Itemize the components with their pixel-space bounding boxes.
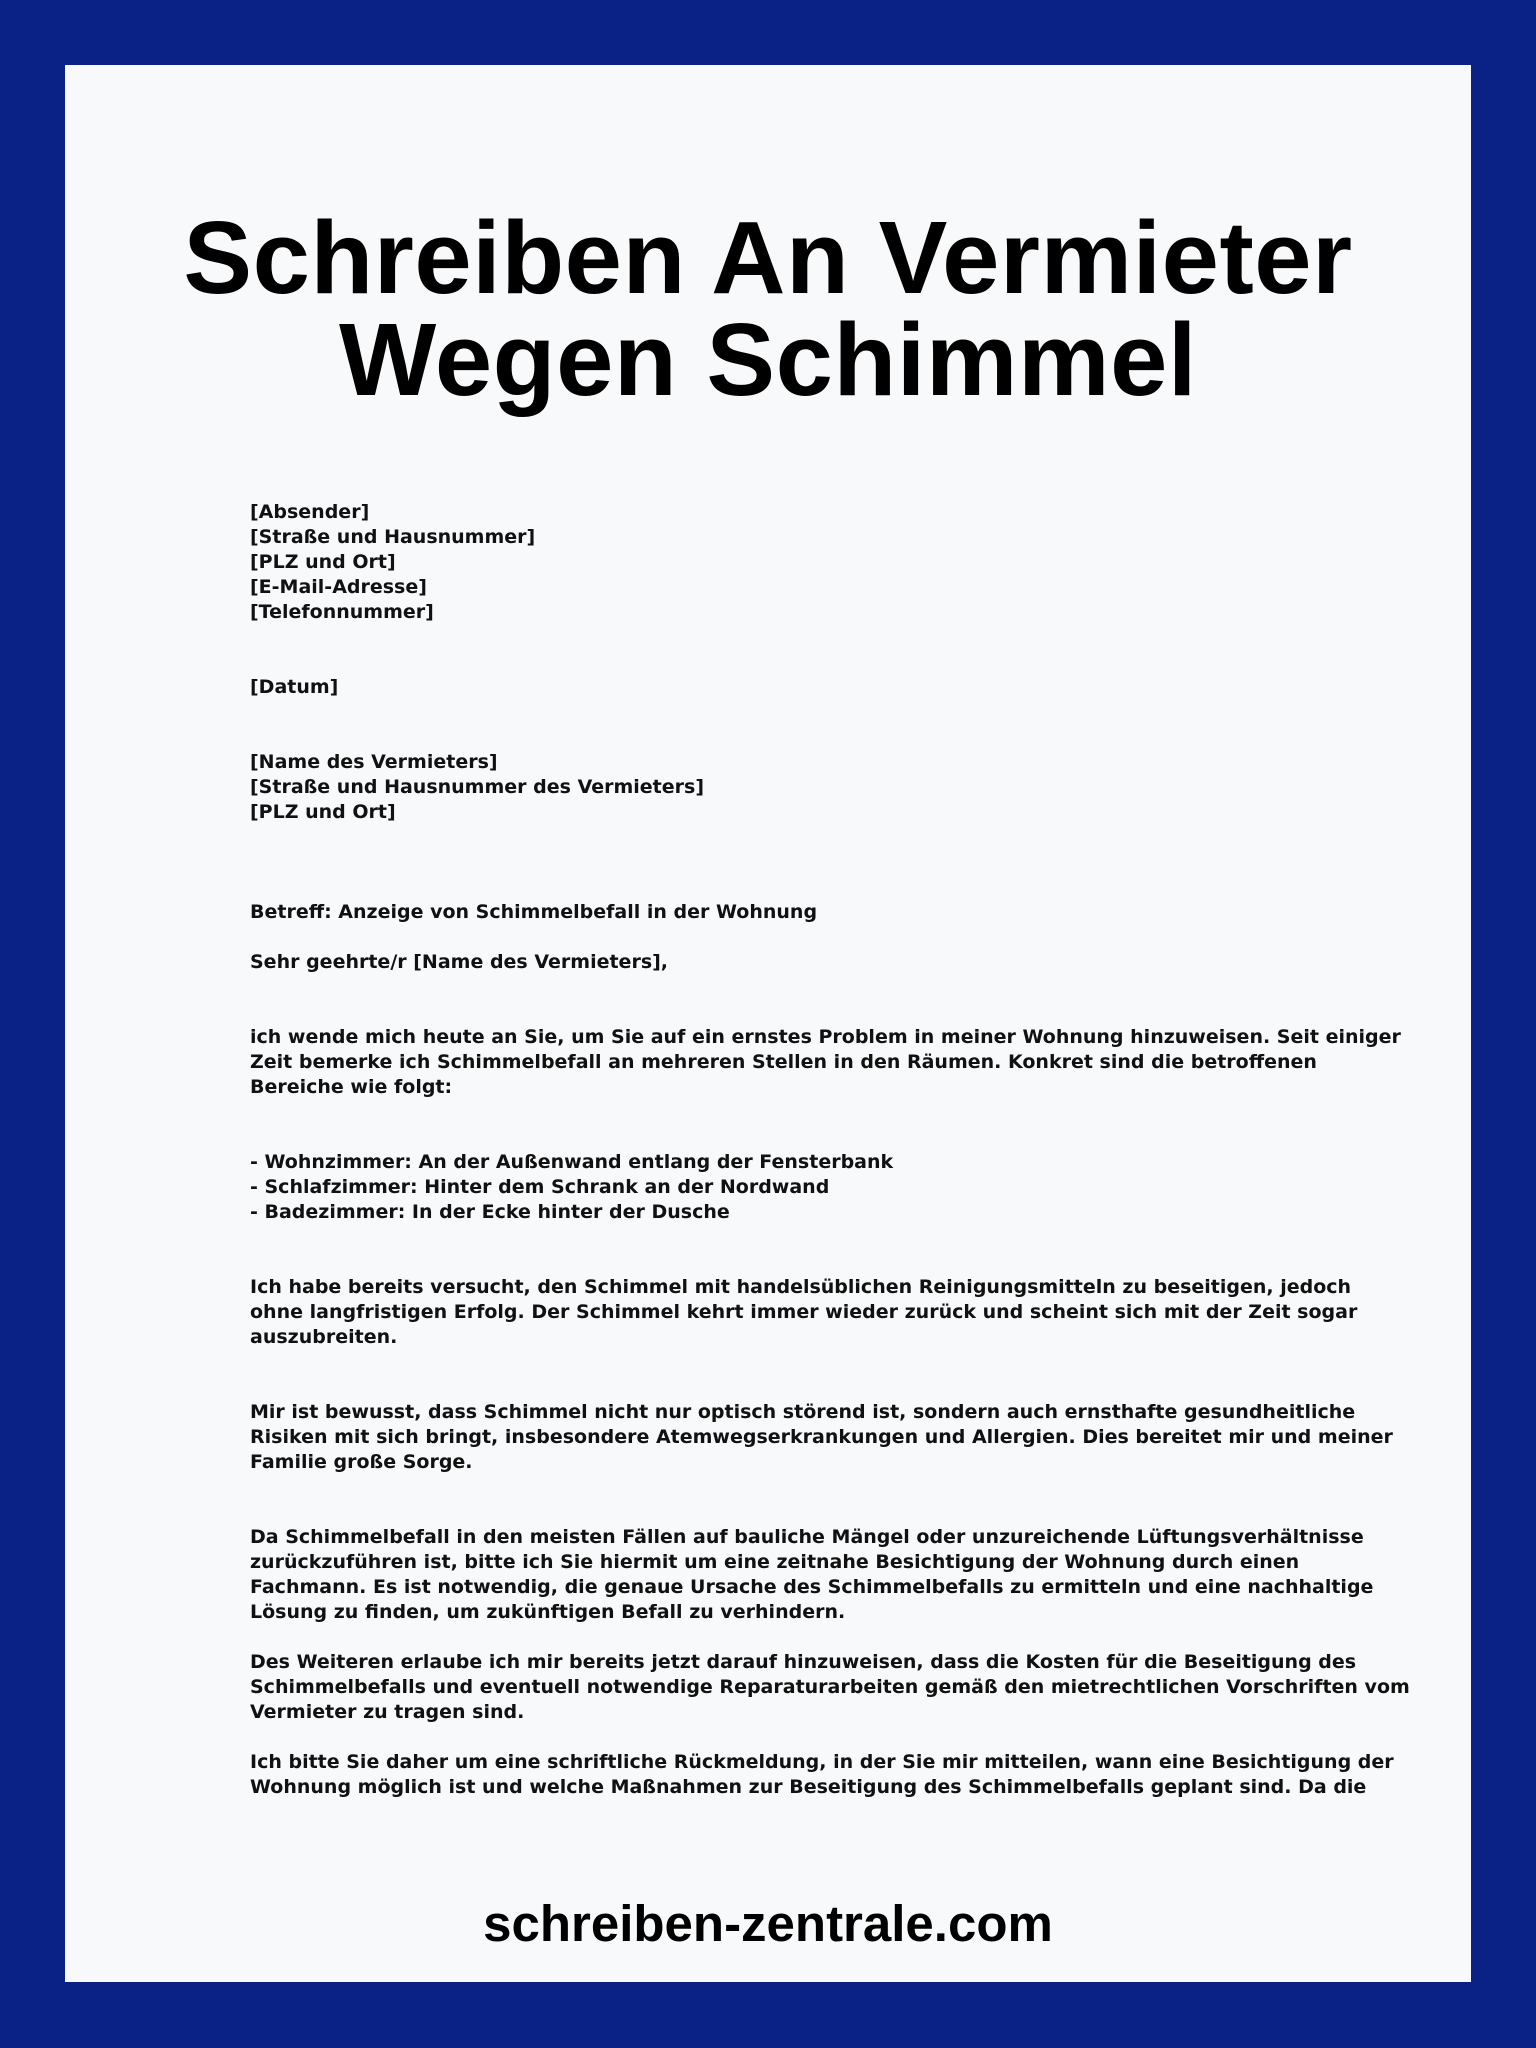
paragraph-line: Ich habe bereits versucht, den Schimmel mit handelsüblichen Reinigungsmitteln zu beseitigen, jedoch — [250, 1276, 1352, 1298]
list-item: - Schlafzimmer: Hinter dem Schrank an der Nordwand — [250, 1176, 830, 1198]
salutation-text: Sehr geehrte/r [Name des Vermieters], — [250, 951, 669, 973]
attempts-paragraph — [250, 1275, 1358, 1350]
paragraph-line: auszubreiten. — [250, 1326, 398, 1348]
recipient-city: [PLZ und Ort] — [250, 801, 396, 823]
paragraph-line: Des Weiteren erlaube ich mir bereits jetzt darauf hinzuweisen, dass die Kosten für die Beseitigung des — [250, 1651, 1357, 1673]
recipient-name: [Name des Vermieters] — [250, 751, 498, 773]
sender-phone: [Telefonnummer] — [250, 601, 434, 623]
health-paragraph — [250, 1400, 1393, 1475]
paragraph-line: zurückzuführen ist, bitte ich Sie hiermit um eine zeitnahe Besichtigung der Wohnung durch einen — [250, 1551, 1300, 1573]
sender-street: [Straße und Hausnummer] — [250, 526, 536, 548]
list-item: - Wohnzimmer: An der Außenwand entlang der Fensterbank — [250, 1151, 894, 1173]
paragraph-line: Zeit bemerke ich Schimmelbefall an mehreren Stellen in den Räumen. Konkret sind die betroffenen — [250, 1051, 1317, 1073]
affected-areas-list — [250, 1150, 1310, 1225]
subject-line — [250, 900, 1310, 925]
paragraph-line: Wohnung möglich ist und welche Maßnahmen zur Beseitigung des Schimmelbefalls geplant sind. Da die — [250, 1776, 1367, 1798]
sender-city: [PLZ und Ort] — [250, 551, 396, 573]
salutation-line — [250, 950, 1310, 975]
subject-text: Betreff: Anzeige von Schimmelbefall in der Wohnung — [250, 901, 818, 923]
paragraph-line: Fachmann. Es ist notwendig, die genaue Ursache des Schimmelbefalls zu ermitteln und eine nachhaltige — [250, 1576, 1374, 1598]
paragraph-line: Da Schimmelbefall in den meisten Fällen auf bauliche Mängel oder unzureichende Lüftungsverhältnisse — [250, 1526, 1364, 1548]
site-footer: schreiben-zentrale.com — [483, 1895, 1053, 1952]
paragraph-line: ich wende mich heute an Sie, um Sie auf ein ernstes Problem in meiner Wohnung hinzuweisen. Seit einiger — [250, 1026, 1401, 1048]
paragraph-line: Risiken mit sich bringt, insbesondere Atemwegserkrankungen und Allergien. Dies bereitet mir und meiner — [250, 1426, 1393, 1448]
paragraph-line: Familie große Sorge. — [250, 1451, 473, 1473]
paragraph-line: Lösung zu finden, um zukünftigen Befall zu verhindern. — [250, 1601, 846, 1623]
inspection-paragraph — [250, 1525, 1374, 1625]
list-item: - Badezimmer: In der Ecke hinter der Dusche — [250, 1201, 730, 1223]
intro-paragraph — [250, 1025, 1401, 1100]
response-paragraph — [250, 1750, 1394, 1800]
recipient-street: [Straße und Hausnummer des Vermieters] — [250, 776, 705, 798]
paragraph-line: Bereiche wie folgt: — [250, 1076, 453, 1098]
costs-paragraph — [250, 1650, 1410, 1725]
letter-date: [Datum] — [250, 676, 339, 698]
date-block — [250, 675, 1310, 700]
letter-body — [250, 500, 1410, 1800]
paragraph-line: Schimmelbefalls und eventuell notwendige Reparaturarbeiten gemäß den mietrechtlichen Vorschriften vom — [250, 1676, 1410, 1698]
paragraph-line: Ich bitte Sie daher um eine schriftliche Rückmeldung, in der Sie mir mitteilen, wann eine Besichtigung der — [250, 1751, 1394, 1773]
page-title — [65, 200, 1471, 417]
paragraph-line: Vermieter zu tragen sind. — [250, 1701, 525, 1723]
sender-block — [250, 500, 1310, 625]
sender-email: [E-Mail-Adresse] — [250, 576, 427, 598]
title-line-2: Wegen Schimmel — [339, 302, 1197, 417]
title-line-1: Schreiben An Vermieter — [183, 200, 1353, 315]
document-page — [65, 65, 1471, 1982]
paragraph-line: ohne langfristigen Erfolg. Der Schimmel kehrt immer wieder zurück und scheint sich mit der Zeit sogar — [250, 1301, 1358, 1323]
recipient-block — [250, 750, 1310, 825]
paragraph-line: Mir ist bewusst, dass Schimmel nicht nur optisch störend ist, sondern auch ernsthafte gesundheitliche — [250, 1401, 1356, 1423]
sender-name: [Absender] — [250, 501, 370, 523]
